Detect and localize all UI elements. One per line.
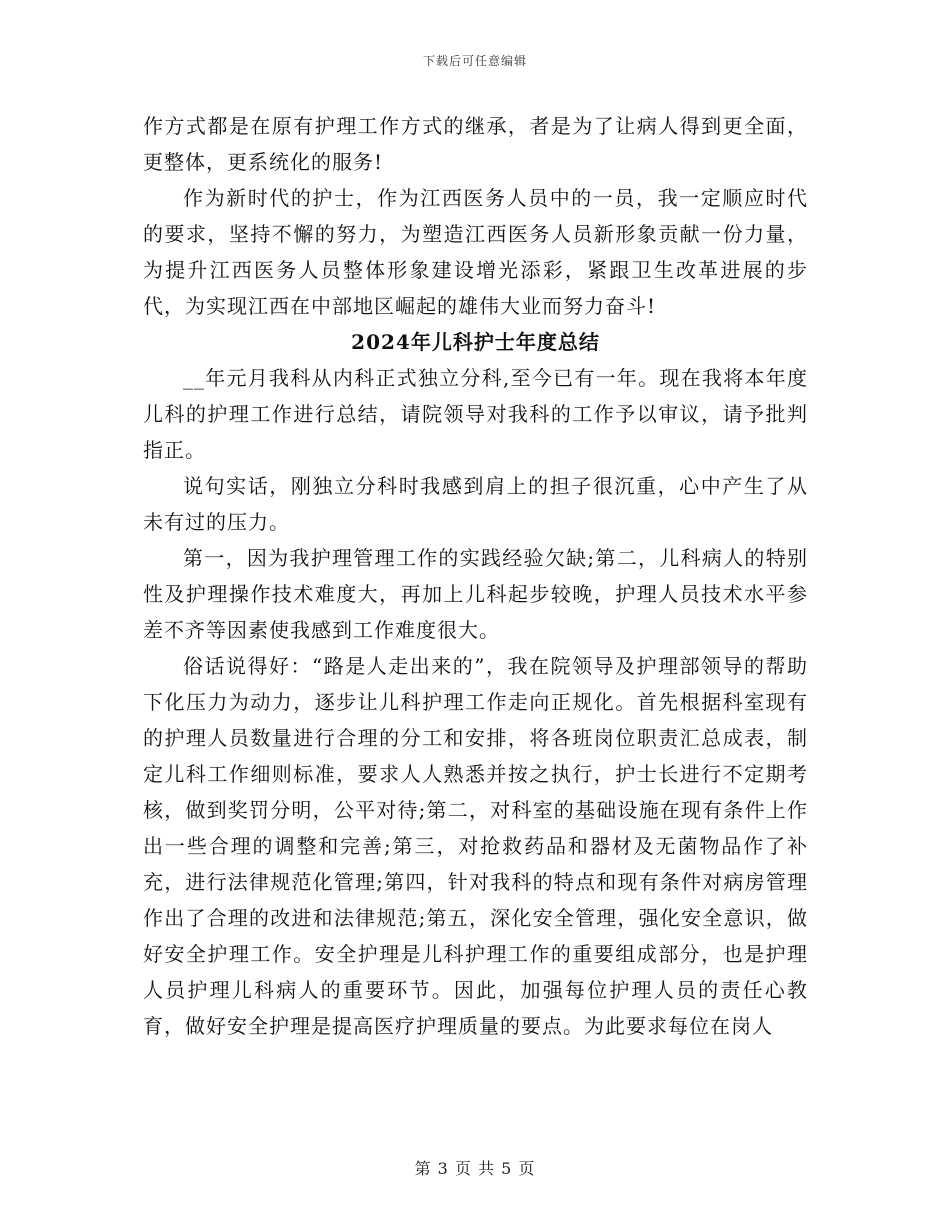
paragraph-intro: __年元月我科从内科正式独立分科,至今已有一年。现在我将本年度儿科的护理工作进行总结，请院领导对我科的工作予以审议，请予批判指正。 xyxy=(143,366,808,462)
paragraph-saying: 俗话说得好：“路是人走出来的”，我在院领导及护理部领导的帮助下化压力为动力，逐步让儿科护理工作走向正规化。首先根据科室现有的护理人员数量进行合理的分工和安排，将各班岗位职责汇总成表，制定儿科工作细则标准，要求人人熟悉并按之执行，护士长进行不定期考核，做到奖罚分明，公平对待;第二，对科室的基础设施在现有条件上作出一些合理的调整和完善;第三，对抢救药品和器材及无菌物品作了补充，进行法律规范化管理;第四，针对我科的特点和现有条件对病房管理作出了合理的改进和法律规范;第五，深化安全管理，强化安全意识，做好安全护理工作。安全护理是儿科护理工作的重要组成部分，也是护理人员护理儿科病人的重要环节。因此，加强每位护理人员的责任心教育，做好安全护理是提高医疗护理质量的要点。为此要求每位在岗人 xyxy=(143,654,808,1038)
paragraph-nurse-commitment: 作为新时代的护士，作为江西医务人员中的一员，我一定顺应时代的要求，坚持不懈的努力，为塑造江西医务人员新形象贡献一份力量，为提升江西医务人员整体形象建设增光添彩，紧跟卫生改革进展的步代，为实现江西在中部地区崛起的雄伟大业而努力奋斗! xyxy=(143,186,808,318)
document-body xyxy=(143,108,808,1044)
header-note: 下载后可任意编辑 xyxy=(422,54,527,68)
paragraph-truth: 说句实话，刚独立分科时我感到肩上的担子很沉重，心中产生了从未有过的压力。 xyxy=(143,474,808,534)
page-number: 第 3 页 共 5 页 xyxy=(414,1159,536,1178)
paragraph-continuation: 作方式都是在原有护理工作方式的继承，者是为了让病人得到更全面，更整体，更系统化的服务! xyxy=(143,114,808,174)
section-heading: 2024年儿科护士年度总结 xyxy=(351,330,600,354)
paragraph-first: 第一，因为我护理管理工作的实践经验欠缺;第二，儿科病人的特别性及护理操作技术难度大，再加上儿科起步较晚，护理人员技术水平参差不齐等因素使我感到工作难度很大。 xyxy=(143,546,808,642)
